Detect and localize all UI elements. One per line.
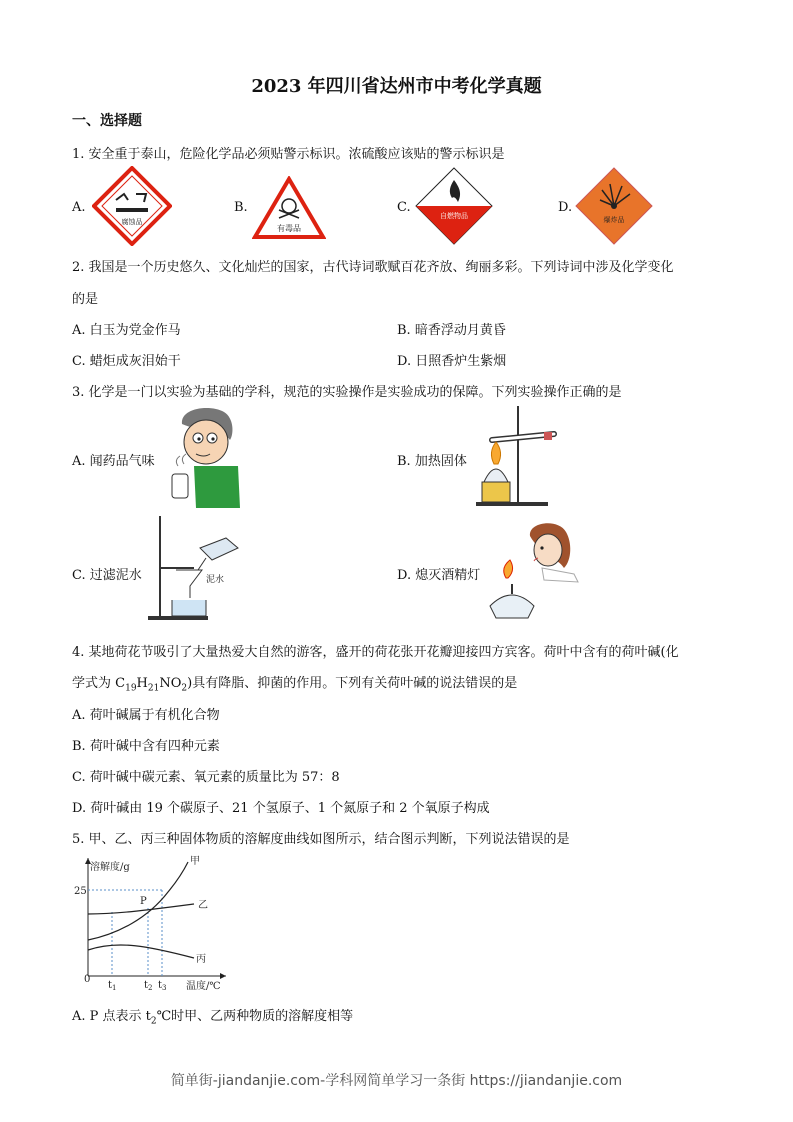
q1-sign-c-text: 自燃物品: [440, 212, 468, 220]
y-tick-25: 25: [74, 886, 87, 897]
series-bing-line: [88, 945, 194, 958]
question-3-stem: 3. 化学是一门以实验为基础的学科，规范的实验操作是实验成功的保障。下列实验操作正确的是: [72, 385, 622, 400]
page-title: 2023 年四川省达州市中考化学真题: [251, 76, 542, 97]
corrosive-sign-icon: [92, 166, 172, 246]
page-footer[interactable]: 简单街-jiandanjie.com-学科网简单学习一条街 https://jiandanjie.com: [170, 1073, 623, 1089]
q1-option-a-label: A.: [72, 200, 86, 215]
q3-option-d: D. 熄灭酒精灯: [397, 568, 481, 583]
question-2-stem-line2: 的是: [72, 292, 99, 307]
y-axis-label: 溶解度/g: [90, 862, 130, 873]
q3-option-a: A. 闻药品气味: [72, 454, 155, 469]
heating-solid-apparatus-icon: [470, 404, 566, 508]
filtering-apparatus-icon: [146, 512, 250, 622]
x-axis-label: 温度/℃: [186, 981, 221, 992]
series-jia-line: [88, 862, 188, 940]
q3-option-c: C. 过滤泥水: [72, 568, 142, 583]
q1-sign-a-text: 腐蚀品: [121, 218, 143, 226]
q1-option-d-label: D.: [558, 200, 573, 215]
point-p-label: P: [140, 896, 147, 907]
question-1-stem: 1. 安全重于泰山，危险化学品必须贴警示标识。浓硫酸应该贴的警示标识是: [72, 147, 505, 162]
blowing-out-lamp-illustration-icon: [482, 518, 582, 622]
q2-option-a: A. 白玉为党金作马: [72, 323, 181, 338]
mud-water-label: 泥水: [206, 575, 225, 585]
section-heading: 一、选择题: [72, 113, 142, 129]
q2-option-c: C. 蜡炬成灰泪始干: [72, 354, 181, 369]
q2-option-b: B. 暗香浮动月黄昏: [397, 323, 506, 338]
q4-option-d: D. 荷叶碱由 19 个碳原子、21 个氢原子、1 个氮原子和 2 个氧原子构成: [72, 801, 490, 816]
toxic-sign-icon: [252, 176, 326, 240]
question-4-stem-line2: 学式为 $C_{19}H_{21}NO_2$)具有降脂、抑菌的作用。下列有关荷叶碱的说法错误的是: [72, 676, 518, 694]
q5-option-a: A. P 点表示 $t_2℃$时甲、乙两种物质的溶解度相等: [72, 1009, 354, 1027]
q2-option-d: D. 日照香炉生紫烟: [397, 354, 507, 369]
q1-option-b-label: B.: [234, 200, 248, 215]
q1-sign-d-text: 爆炸品: [603, 216, 625, 224]
q4-option-c: C. 荷叶碱中碳元素、氧元素的质量比为 57：8: [72, 770, 340, 785]
x-axis-arrow: [220, 973, 226, 979]
solubility-curve-chart: [68, 852, 238, 994]
origin-label: 0: [84, 974, 91, 985]
explosive-sign-icon: [574, 166, 654, 246]
x-tick-t2: $t_2$: [144, 980, 153, 992]
series-yi-label: 乙: [198, 900, 208, 911]
x-tick-t3: $t_3$: [158, 980, 167, 992]
spontaneous-combustion-sign-icon: [414, 166, 494, 246]
q3-option-b: B. 加热固体: [397, 454, 467, 469]
series-jia-label: 甲: [190, 856, 200, 867]
series-bing-label: 丙: [196, 954, 206, 965]
q4-option-b: B. 荷叶碱中含有四种元素: [72, 739, 220, 754]
smelling-chemical-illustration-icon: [160, 404, 244, 508]
question-5-stem: 5. 甲、乙、丙三种固体物质的溶解度曲线如图所示，结合图示判断，下列说法错误的是: [72, 832, 570, 847]
question-4-stem-line1: 4. 某地荷花节吸引了大量热爱大自然的游客，盛开的荷花张开花瓣迎接四方宾客。荷叶中含有的荷叶碱(化: [72, 645, 679, 660]
question-2-stem-line1: 2. 我国是一个历史悠久、文化灿烂的国家，古代诗词歌赋百花齐放、绚丽多彩。下列诗词中涉及化学变化: [72, 260, 674, 275]
q1-option-c-label: C.: [397, 200, 411, 215]
x-tick-t1: $t_1$: [108, 980, 117, 992]
q4-option-a: A. 荷叶碱属于有机化合物: [72, 708, 220, 723]
q1-sign-b-text: 有毒品: [277, 224, 301, 233]
